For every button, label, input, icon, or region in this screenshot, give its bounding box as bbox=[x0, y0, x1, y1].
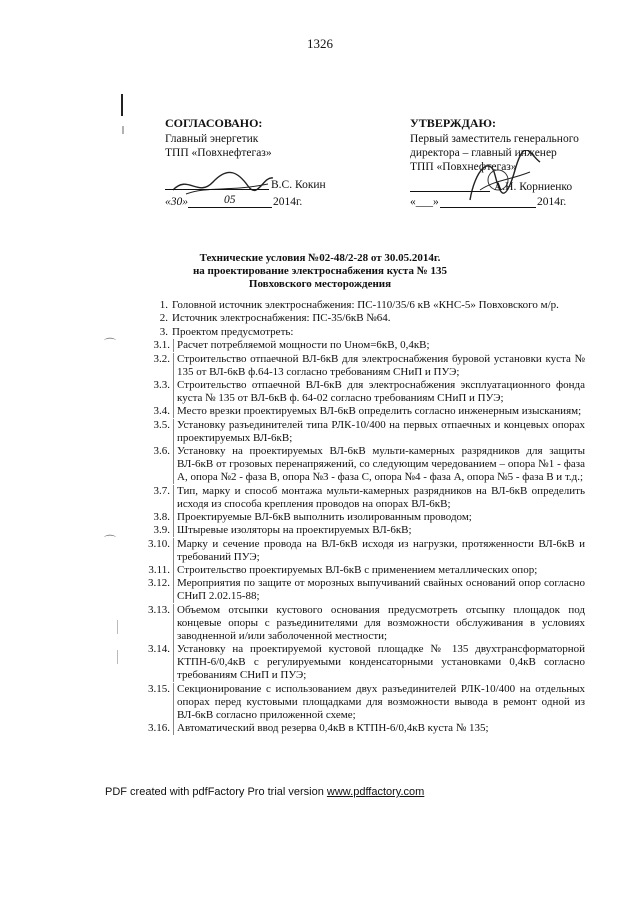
item-text: Установку на проектируемых ВЛ-6кВ мульти-камерных разрядников для защиты ВЛ-6кВ от грозовых перенапряжений, со следующим чередованием – опора №1 - фаза А, опора №2 - фаза В, опора №3 - фаза С, опора №4 - фаза А, опора №5 - фаза В и т.д.; bbox=[177, 445, 585, 484]
list-item bbox=[130, 564, 585, 577]
document-title bbox=[0, 252, 640, 291]
item-number: 3.12. bbox=[130, 577, 174, 603]
item-text: Строительство отпаечной ВЛ-6кВ для электроснабжения эксплуатационного фонда куста № 135 от ВЛ-6кВ ф. 64-02 согласно требованиям СНиП и ПУЭ; bbox=[177, 378, 585, 404]
item-number: 3.4. bbox=[130, 405, 174, 418]
signatory-name-left: В.С. Кокин bbox=[271, 179, 326, 191]
item-text: Головной источник электроснабжения: ПС-110/35/6 кВ «КНС-5» Повховского м/р. bbox=[172, 299, 559, 311]
date-line-right bbox=[440, 207, 536, 208]
approver-position-line2: директора – главный инженер bbox=[410, 147, 557, 159]
requirements-list bbox=[130, 299, 585, 735]
signature-line-right bbox=[410, 191, 490, 192]
item-text: Строительство отпаечной ВЛ-6кВ для электроснабжения буровой установки куста № 135 от ВЛ-6кВ ф.64-13 согласно требованиям СНиП и ПУЭ; bbox=[177, 352, 585, 378]
item-text: Проектируемые ВЛ-6кВ выполнить изолированным проводом; bbox=[177, 510, 472, 523]
title-line-1: Технические условия №02-48/2-28 от 30.05.2014г. bbox=[199, 252, 441, 264]
item-number: 3.16. bbox=[130, 722, 174, 735]
date-year-right: 2014г. bbox=[537, 196, 567, 208]
item-number: 3.6. bbox=[130, 445, 174, 484]
item-text: Строительство проектируемых ВЛ-6кВ с применением металлических опор; bbox=[177, 564, 538, 577]
signatory-name-right: А.Н. Корниенко bbox=[494, 181, 573, 193]
item-text: Установку на проектируемой кустовой площадке № 135 двухтрансформаторной КТПН-6/0,4кВ с регулируемыми конденсаторными установками 0,4кВ согласно требованиям СНиП и ПУЭ; bbox=[177, 643, 585, 682]
approver-position: Главный энергетик bbox=[165, 133, 259, 145]
approval-block-left bbox=[165, 116, 375, 160]
list-item bbox=[130, 538, 585, 564]
page-number: 1326 bbox=[307, 36, 333, 51]
footer-link[interactable]: www.pdffactory.com bbox=[326, 786, 425, 798]
list-item bbox=[130, 339, 585, 352]
list-item bbox=[130, 379, 585, 405]
list-item bbox=[130, 485, 585, 511]
item-text: Источник электроснабжения: ПС-35/6кВ №64. bbox=[172, 312, 391, 325]
footer-text: PDF created with pdfFactory Pro trial version bbox=[105, 786, 327, 798]
pencil-mark: ⌒ bbox=[104, 534, 117, 548]
date-day-right: «___» bbox=[410, 196, 439, 208]
item-number: 3.15. bbox=[130, 683, 174, 722]
item-text: Секционирование с использованием двух разъединителей РЛК-10/400 на отдельных опорах перед кустовыми площадками для возможности вывода в ремонт одной из ВЛ-6кВ согласно приложенной схеме; bbox=[177, 682, 585, 721]
margin-tick bbox=[117, 620, 118, 634]
list-item bbox=[130, 419, 585, 445]
item-text: Установку разъединителей типа РЛК-10/400 на первых отпаечных и концевых опорах проектируемых ВЛ-6кВ; bbox=[177, 418, 585, 444]
item-number: 3.7. bbox=[130, 485, 174, 511]
approver-position-line1: Первый заместитель генерального bbox=[410, 133, 579, 145]
item-number: 3.3. bbox=[130, 379, 174, 405]
item-number: 3.14. bbox=[130, 643, 174, 682]
item-text: Объемом отсыпки кустового основания предусмотреть отсыпку площадок под концевые опоры с разъединителями для возможности обслуживания в условиях заводненной и/или заболоченной местности; bbox=[177, 603, 585, 642]
list-item bbox=[130, 722, 585, 735]
date-day-left: «30» bbox=[165, 196, 188, 208]
list-item bbox=[130, 312, 585, 325]
date-line-left bbox=[188, 207, 272, 208]
item-text: Место врезки проектируемых ВЛ-6кВ определить согласно инженерным изысканиям; bbox=[177, 405, 582, 418]
title-line-3: Повховского месторождения bbox=[248, 278, 392, 290]
approver-company: ТПП «Повхнефтегаз» bbox=[165, 147, 272, 159]
item-number: 3.11. bbox=[130, 564, 174, 577]
list-item bbox=[130, 524, 585, 537]
item-text: Мероприятия по защите от морозных выпучиваний свайных оснований опор согласно СНиП 2.02.15-88; bbox=[177, 577, 585, 603]
list-item bbox=[130, 511, 585, 524]
item-number: 3. bbox=[159, 325, 168, 338]
list-item bbox=[130, 405, 585, 418]
list-item bbox=[130, 445, 585, 484]
list-item bbox=[130, 326, 585, 339]
signature-line-left bbox=[165, 189, 269, 190]
item-number: 3.13. bbox=[130, 604, 174, 643]
item-text: Проектом предусмотреть: bbox=[172, 325, 294, 338]
item-number: 3.8. bbox=[130, 511, 174, 524]
approver-company-right: ТПП «Повхнефтегаз» bbox=[410, 161, 517, 173]
item-text: Марку и сечение провода на ВЛ-6кВ исходя из нагрузки, протяженности ВЛ-6кВ и требований ПУЭ; bbox=[177, 537, 585, 563]
margin-mark bbox=[114, 90, 128, 150]
list-item bbox=[130, 643, 585, 682]
item-text: Расчет потребляемой мощности по Uном=6кВ, 0,4кВ; bbox=[177, 339, 430, 352]
item-number: 3.5. bbox=[130, 419, 174, 445]
approval-heading: СОГЛАСОВАНО: bbox=[165, 116, 263, 130]
date-year-left: 2014г. bbox=[273, 196, 303, 208]
item-number: 2. bbox=[159, 312, 168, 325]
list-item bbox=[130, 577, 585, 603]
item-text: Тип, марку и способ монтажа мульти-камерных разрядников на ВЛ-6кВ определить исходя из способа крепления проводов на опорах ВЛ-6кВ; bbox=[177, 484, 585, 510]
margin-tick bbox=[117, 650, 118, 664]
item-number: 3.9. bbox=[130, 524, 174, 537]
title-line-2: на проектирование электроснабжения куста № 135 bbox=[192, 265, 448, 277]
item-text: Автоматический ввод резерва 0,4кВ в КТПН-6/0,4кВ куста № 135; bbox=[177, 722, 489, 735]
item-number: 3.10. bbox=[130, 538, 174, 564]
list-item bbox=[130, 353, 585, 379]
item-number: 3.1. bbox=[130, 339, 174, 352]
item-number: 3.2. bbox=[130, 353, 174, 379]
list-item bbox=[130, 683, 585, 722]
pdf-footer bbox=[105, 786, 424, 798]
item-number: 1. bbox=[159, 299, 168, 311]
list-item bbox=[130, 299, 585, 312]
list-item bbox=[130, 604, 585, 643]
approval-heading-right: УТВЕРЖДАЮ: bbox=[410, 116, 497, 130]
pencil-mark: ⌒ bbox=[104, 337, 117, 351]
item-text: Штыревые изоляторы на проектируемых ВЛ-6кВ; bbox=[177, 524, 412, 537]
date-month-left: 05 bbox=[224, 194, 236, 206]
